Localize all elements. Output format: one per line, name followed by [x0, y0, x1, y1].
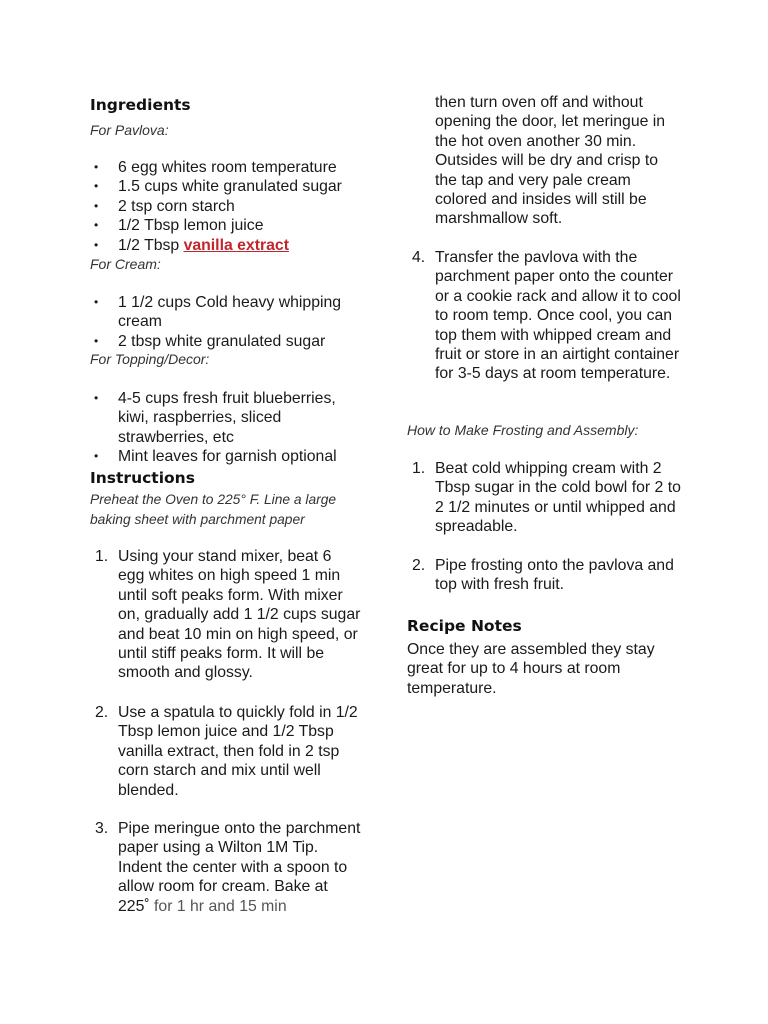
pavlova-ingredients-list [90, 158, 370, 255]
step-number: 2. [412, 557, 426, 574]
step-number: 2. [95, 704, 109, 721]
recipe-notes-heading: Recipe Notes [407, 617, 522, 635]
ingredients-heading: Ingredients [90, 96, 191, 114]
step-text-tail: for 1 hr and 15 min [149, 897, 287, 915]
instructions-heading: Instructions [90, 469, 195, 487]
step-text-main: Pipe meringue onto the parchment paper using a Wilton 1M Tip. Indent the center with a spoon to allow room for cream. Bake at 225˚ [118, 820, 361, 915]
list-item: • 2 tbsp white granulated sugar [90, 332, 358, 351]
list-item: • 1/2 Tbsp lemon juice [90, 216, 370, 235]
step-number: 1. [95, 548, 109, 565]
topping-ingredients-list [90, 389, 358, 467]
step-text: Transfer the pavlova with the parchment paper onto the counter or a cookie rack and allow it to cool to room temp. Once cool, you can top them with whipped cream and fruit or store in an airtight container for 3-5 days at room temperature. [435, 249, 681, 383]
list-item [90, 236, 370, 255]
step-text: Pipe frosting onto the pavlova and top with fresh fruit. [435, 557, 674, 594]
cream-subheading: For Cream: [90, 256, 161, 272]
list-item: • Mint leaves for garnish optional [90, 447, 358, 466]
step-number: 3. [95, 820, 109, 837]
step-number: 1. [412, 460, 426, 477]
recipe-notes-text: Once they are assembled they stay great for up to 4 hours at room temperature. [407, 641, 655, 697]
topping-subheading: For Topping/Decor: [90, 351, 210, 367]
list-item: • 1.5 cups white granulated sugar [90, 177, 370, 196]
pavlova-subheading: For Pavlova: [90, 122, 169, 138]
list-item: • 6 egg whites room temperature [90, 158, 370, 177]
step-text: then turn oven off and without opening the door, let meringue in the hot oven another 30 min. Outsides will be dry and crisp to the tap and very pale cream colored and insides will still be marshmallow soft. [435, 94, 666, 228]
step-text: Beat cold whipping cream with 2 Tbsp sugar in the cold bowl for 2 to 2 1/2 minutes or until whipped and spreadable. [435, 460, 681, 536]
step-number: 4. [412, 249, 426, 266]
step-text: Use a spatula to quickly fold in 1/2 Tbsp lemon juice and 1/2 Tbsp vanilla extract, then fold in 2 tsp corn starch and mix until well blended. [118, 704, 358, 799]
vanilla-prefix: 1/2 Tbsp [118, 236, 180, 254]
step-text [118, 819, 362, 916]
list-item: • 2 tsp corn starch [90, 197, 370, 216]
step-text: Using your stand mixer, beat 6 egg whites on high speed 1 min until soft peaks form. With mixer on, gradually add 1 1/2 cups sugar and beat 10 min on high speed, or until stiff peaks form. It will be smooth and glossy. [118, 548, 361, 682]
frosting-subheading: How to Make Frosting and Assembly: [407, 422, 639, 438]
vanilla-extract-link[interactable]: vanilla extract [183, 236, 289, 254]
preheat-note: Preheat the Oven to 225° F. Line a large baking sheet with parchment paper [90, 492, 337, 527]
list-item: • 4-5 cups fresh fruit blueberries, kiwi, raspberries, sliced strawberries, etc [90, 389, 358, 447]
list-item: • 1 1/2 cups Cold heavy whipping cream [90, 293, 358, 332]
cream-ingredients-list [90, 293, 358, 351]
